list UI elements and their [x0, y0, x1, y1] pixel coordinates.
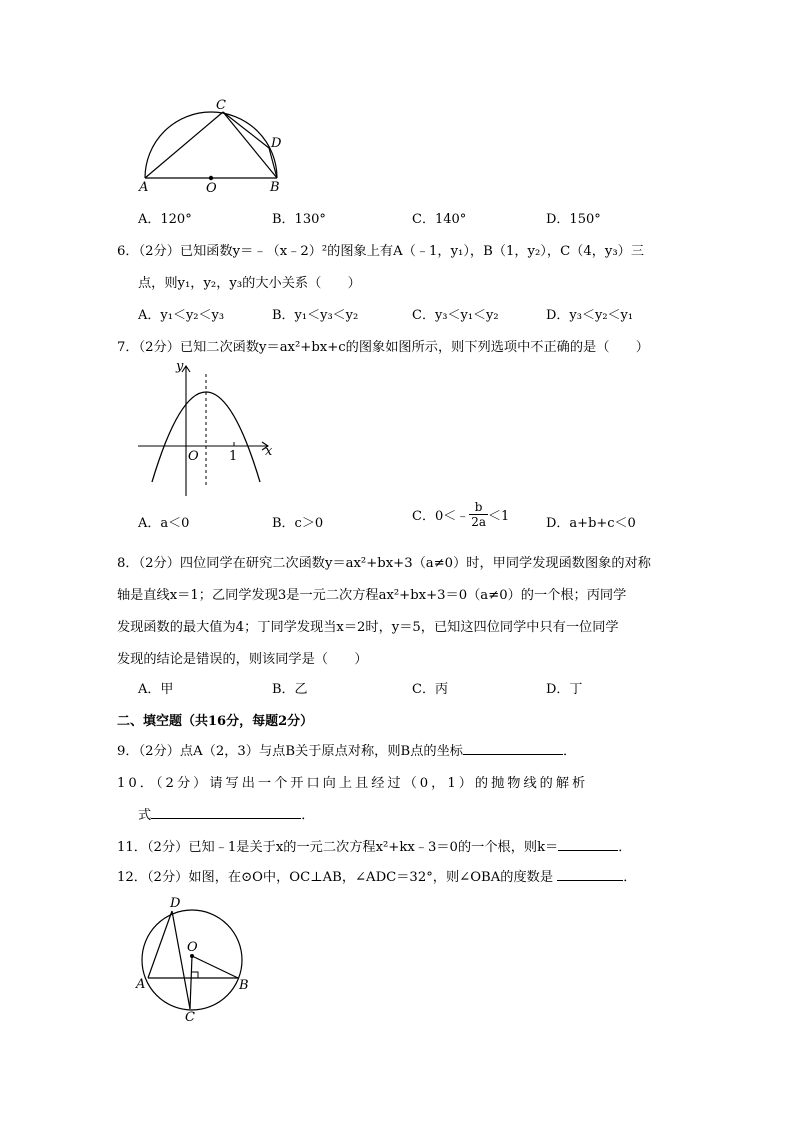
q7-option-c[interactable] [412, 500, 509, 529]
axis-label-x: x [265, 444, 273, 459]
q8-stem-line4: 发现的结论是错误的，则该同学是（ ） [117, 652, 368, 667]
q10-answer-blank[interactable] [151, 806, 301, 819]
q6-stem-line2: 点，则y₁，y₂，y₃的大小关系（ ） [138, 276, 361, 291]
q11 [117, 836, 631, 855]
q8-option-a[interactable]: A．甲 [138, 682, 174, 697]
q11-end: ． [618, 840, 632, 855]
section-2-heading: 二、填空题（共16分，每题2分） [117, 714, 314, 729]
q9-end: ． [563, 744, 577, 759]
label-D: D [170, 896, 181, 911]
q10-line2 [138, 804, 314, 823]
q6-option-b[interactable]: B．y₁＜y₃＜y₂ [272, 308, 359, 323]
origin-label: O [188, 449, 199, 464]
q12-answer-blank[interactable] [557, 868, 623, 881]
figure-q7-parabola [132, 356, 282, 502]
q6-option-d[interactable]: D．y₃＜y₂＜y₁ [546, 308, 634, 323]
label-A: A [136, 977, 146, 992]
q8-stem-line2: 轴是直线x＝1；乙同学发现3是一元二次方程ax²+bx+3＝0（a≠0）的一个根；丙同学 [117, 588, 627, 603]
q8-option-d[interactable]: D．丁 [546, 682, 583, 697]
q7-option-c-fraction [469, 500, 488, 529]
figure-q5-semicircle [135, 96, 295, 196]
label-C: C [185, 1010, 195, 1024]
q7-stem: 7．（2分）已知二次函数y＝ax²+bx+c的图象如图所示，则下列选项中不正确的是（ ） [117, 340, 649, 355]
label-O: O [187, 940, 198, 955]
label-D: D [271, 136, 282, 151]
q10-line1: 10．（2分）请写出一个开口向上且经过（0，1）的抛物线的解析 [117, 776, 589, 791]
q9-text: 9．（2分）点A（2，3）与点B关于原点对称，则B点的坐标 [117, 744, 463, 759]
q7-option-c-prefix: C．0＜﹣ [412, 509, 470, 524]
q6-option-c[interactable]: C．y₃＜y₁＜y₂ [412, 308, 499, 323]
label-O: O [206, 181, 217, 196]
q8-stem-line1: 8．（2分）四位同学在研究二次函数y＝ax²+bx+3（a≠0）时，甲同学发现函数图象的对称 [117, 556, 651, 571]
label-A: A [139, 180, 149, 195]
q5-option-c[interactable]: C．140° [412, 212, 467, 227]
q5-option-d[interactable]: D．150° [546, 212, 601, 227]
q5-option-b[interactable]: B．130° [272, 212, 326, 227]
q11-text: 11．（2分）已知﹣1是关于x的一元二次方程x²+kx﹣3＝0的一个根，则k＝ [117, 840, 559, 855]
q10-end: ． [301, 808, 315, 823]
fraction-numerator: b [469, 500, 488, 515]
q9 [117, 740, 576, 759]
fraction-denominator: 2a [471, 515, 487, 529]
q9-answer-blank[interactable] [463, 742, 563, 755]
q12 [117, 866, 636, 885]
q6-stem-line1: 6．（2分）已知函数y＝﹣（x﹣2）²的图象上有A（﹣1，y₁），B（1，y₂），C（4，y₃）三 [117, 244, 645, 259]
q8-stem-line3: 发现函数的最大值为4；丁同学发现当x＝2时，y＝5，已知这四位同学中只有一位同学 [117, 620, 619, 635]
label-C: C [216, 98, 226, 113]
figure-q12-circle [132, 892, 262, 1024]
q10-text: 式 [138, 808, 152, 823]
q12-text: 12．（2分）如图，在⊙O中，OC⊥AB，∠ADC＝32°，则∠OBA的度数是 [117, 870, 558, 885]
q6-option-a[interactable]: A．y₁＜y₂＜y₃ [138, 308, 225, 323]
q8-option-c[interactable]: C．丙 [412, 682, 448, 697]
tick-label-1: 1 [229, 449, 238, 464]
q12-end: ． [623, 870, 637, 885]
q7-option-c-suffix: ＜1 [488, 509, 510, 524]
axis-label-y: y [176, 359, 184, 374]
q7-option-a[interactable]: A．a＜0 [138, 516, 190, 531]
label-B: B [270, 180, 280, 195]
q8-option-b[interactable]: B．乙 [272, 682, 308, 697]
q7-option-b[interactable]: B．c＞0 [272, 516, 324, 531]
q7-option-d[interactable]: D．a+b+c＜0 [546, 516, 636, 531]
q5-option-a[interactable]: A．120° [138, 212, 192, 227]
q11-answer-blank[interactable] [558, 838, 618, 851]
label-B: B [239, 978, 249, 993]
